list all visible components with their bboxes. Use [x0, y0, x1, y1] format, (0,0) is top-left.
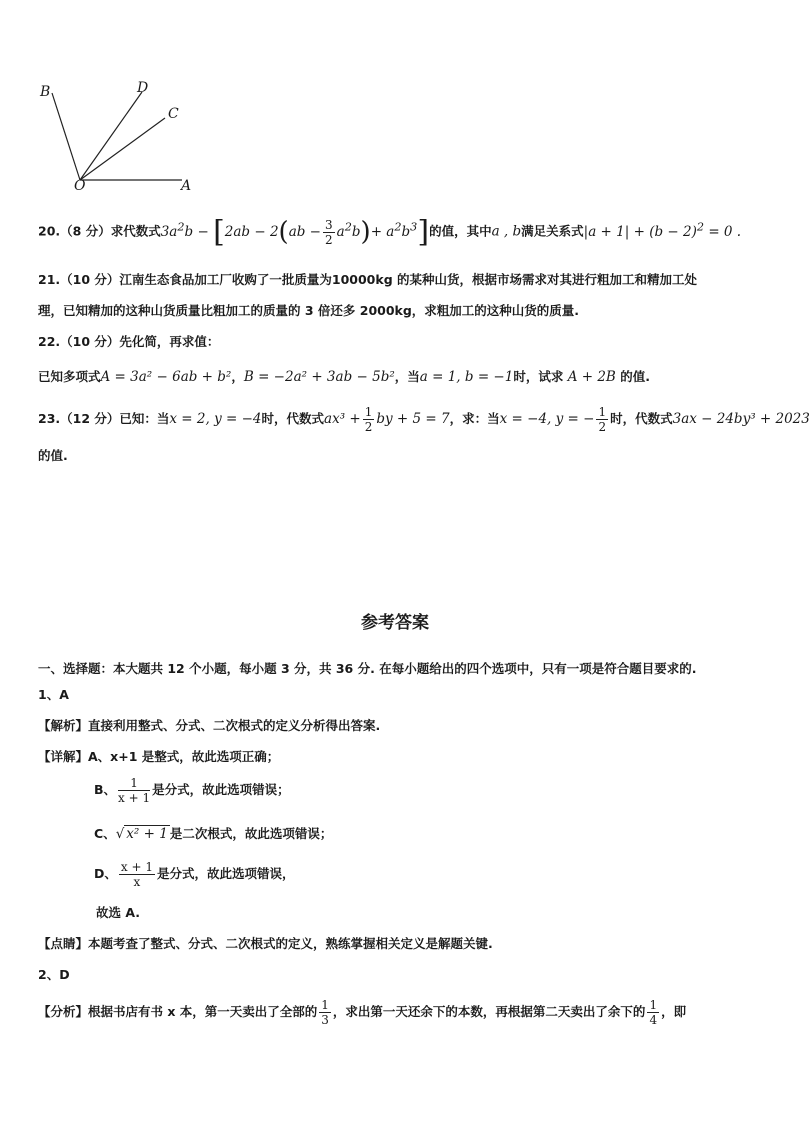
fraction-x1-over-x: [119, 860, 155, 889]
paren-close: ): [360, 216, 371, 247]
q20-term-a: 3a: [160, 223, 178, 240]
q23-expr2: 3ax − 24by³ + 2023: [672, 411, 810, 427]
frac-den: 3: [321, 1013, 329, 1027]
q20-prefix: 20.（8 分）求代数式: [38, 223, 161, 239]
q23-cond1: x = 2, y = −4: [169, 411, 262, 427]
q20-cond: 满足关系式: [521, 223, 584, 239]
q20-inner4: b: [351, 223, 361, 240]
answer-1-option-d: [94, 860, 295, 889]
option-d-text: 是分式，故此选项错误，: [156, 866, 295, 881]
q23-cond2: x = −4, y = −: [499, 411, 595, 427]
q22-poly-a: A = 3a² − 6ab + b²: [100, 369, 232, 385]
frac-num: 1: [364, 405, 373, 419]
question-21-line2: 理，已知精加的这种山货质量比粗加工的质量的 3 倍还多 2000kg，求粗加工的这种山货的质量.: [38, 303, 580, 318]
q20-inner3: a: [336, 223, 345, 240]
q20-sup: 2: [696, 220, 705, 233]
answer-1-option-c: [94, 826, 332, 842]
frac-num: 1: [321, 998, 329, 1012]
radicand: x² + 1: [126, 826, 168, 842]
option-b-label: B、: [94, 782, 117, 797]
fraction-1-3: [319, 998, 331, 1027]
answer-2-analysis: [38, 998, 686, 1027]
q20-inner5: + a: [370, 223, 395, 240]
bracket-open: [: [213, 214, 225, 249]
q23-p4: 时，代数式: [610, 411, 673, 426]
answer-1-analysis: 【解析】直接利用整式、分式、二次根式的定义分析得出答案.: [38, 718, 381, 733]
frac-num: 3: [325, 217, 333, 232]
q20-inner1: 2ab − 2: [224, 223, 279, 240]
paren-open: (: [278, 216, 289, 247]
a2-text-pre: 【分析】根据书店有书 x 本，第一天卖出了全部的: [38, 1004, 318, 1019]
frac-den: 4: [649, 1013, 658, 1027]
q20-sup: 2: [344, 220, 352, 233]
fraction-1-2: [596, 405, 608, 434]
fraction-1-4: [647, 998, 659, 1027]
frac-den: 2: [364, 420, 373, 434]
q20-abs: |a + 1| + (b − 2): [583, 223, 697, 240]
a2-text-mid: ，求出第一天还余下的本数，再根据第二天卖出了余下的: [332, 1004, 646, 1019]
question-20: [38, 214, 741, 250]
q22-sep: ，: [231, 369, 244, 384]
label-b: B: [40, 84, 51, 100]
label-c: C: [168, 106, 179, 122]
q22-end1: 时，试求: [513, 369, 564, 384]
q20-sup: 3: [410, 220, 418, 233]
option-b-text: 是分式，故此选项错误；: [152, 782, 290, 797]
q20-inner2: ab −: [288, 223, 321, 240]
answers-section-1: 一、选择题：本大题共 12 个小题，每小题 3 分，共 36 分. 在每小题给出的四个选项中，只有一项是符合题目要求的.: [38, 661, 697, 676]
q20-inner6: b: [401, 223, 411, 240]
frac-num: 1: [649, 998, 658, 1012]
label-d: D: [137, 80, 149, 96]
frac-num: 1: [118, 776, 150, 791]
option-d-label: D、: [94, 866, 117, 881]
ray-ob: [52, 93, 80, 180]
q22-end2: 的值.: [620, 369, 650, 384]
ray-oc: [80, 118, 165, 180]
frac-den: 2: [325, 232, 333, 247]
frac-den: 2: [598, 420, 607, 434]
question-23-line1: [38, 405, 810, 434]
answer-1: 1、A: [38, 687, 69, 702]
q20-tail: = 0 .: [708, 223, 742, 240]
option-c-label: C、: [94, 826, 116, 841]
answer-1-detail: 【详解】A、x+1 是整式，故此选项正确；: [38, 749, 280, 764]
q20-sup: 2: [394, 220, 402, 233]
q22-expr: A + 2B: [567, 369, 616, 385]
answer-1-choose: 故选 A.: [96, 905, 141, 920]
q23-p2: 时，代数式: [261, 411, 325, 426]
label-a: A: [181, 178, 192, 194]
q22-text: 已知多项式: [38, 369, 101, 384]
ray-od: [80, 92, 142, 180]
q22-when: ，当: [394, 369, 420, 384]
bracket-close: ]: [417, 214, 430, 249]
q23-p3: ，求：当: [449, 411, 500, 426]
option-c-text: 是二次根式，故此选项错误；: [169, 826, 333, 841]
question-23-line2: 的值.: [38, 448, 68, 463]
q20-term-b: b −: [184, 223, 209, 240]
q22-poly-b: B = −2a² + 3ab − 5b²: [243, 369, 395, 385]
q23-p1: 23.（12 分）已知：当: [38, 411, 170, 426]
q20-sup: 2: [177, 220, 185, 233]
frac-num: 1: [598, 405, 607, 419]
q23-expr1b: by + 5 = 7: [376, 411, 450, 427]
fraction-3-2: [323, 218, 335, 247]
answers-title: 参考答案: [361, 613, 429, 633]
question-22-line2: [38, 369, 650, 385]
frac-den: x + 1: [118, 791, 151, 805]
q22-vals: a = 1, b = −1: [419, 369, 514, 385]
a2-text-end: ，即: [661, 1004, 687, 1019]
label-o: O: [74, 178, 86, 194]
fraction-1-over-x1: [118, 776, 150, 805]
frac-den: x: [133, 875, 141, 889]
question-21-line1: 21.（10 分）江南生态食品加工厂收购了一批质量为10000kg 的某种山货，根据市场需求对其进行粗加工和精加工处: [38, 272, 697, 287]
fraction-1-2: [363, 405, 375, 434]
q23-expr1a: ax³ +: [324, 411, 361, 427]
q20-mid: 的值，其中: [429, 223, 492, 239]
answer-1-option-b: [94, 776, 290, 805]
question-22-line1: 22.（10 分）先化简，再求值：: [38, 334, 220, 349]
answer-2: 2、D: [38, 967, 70, 982]
sqrt-expression: √ x² + 1: [115, 826, 168, 842]
answer-1-comment: 【点睛】本题考查了整式、分式、二次根式的定义，熟练掌握相关定义是解题关键.: [38, 936, 493, 951]
q20-vars: a , b: [491, 223, 522, 240]
frac-num: x + 1: [120, 860, 153, 874]
